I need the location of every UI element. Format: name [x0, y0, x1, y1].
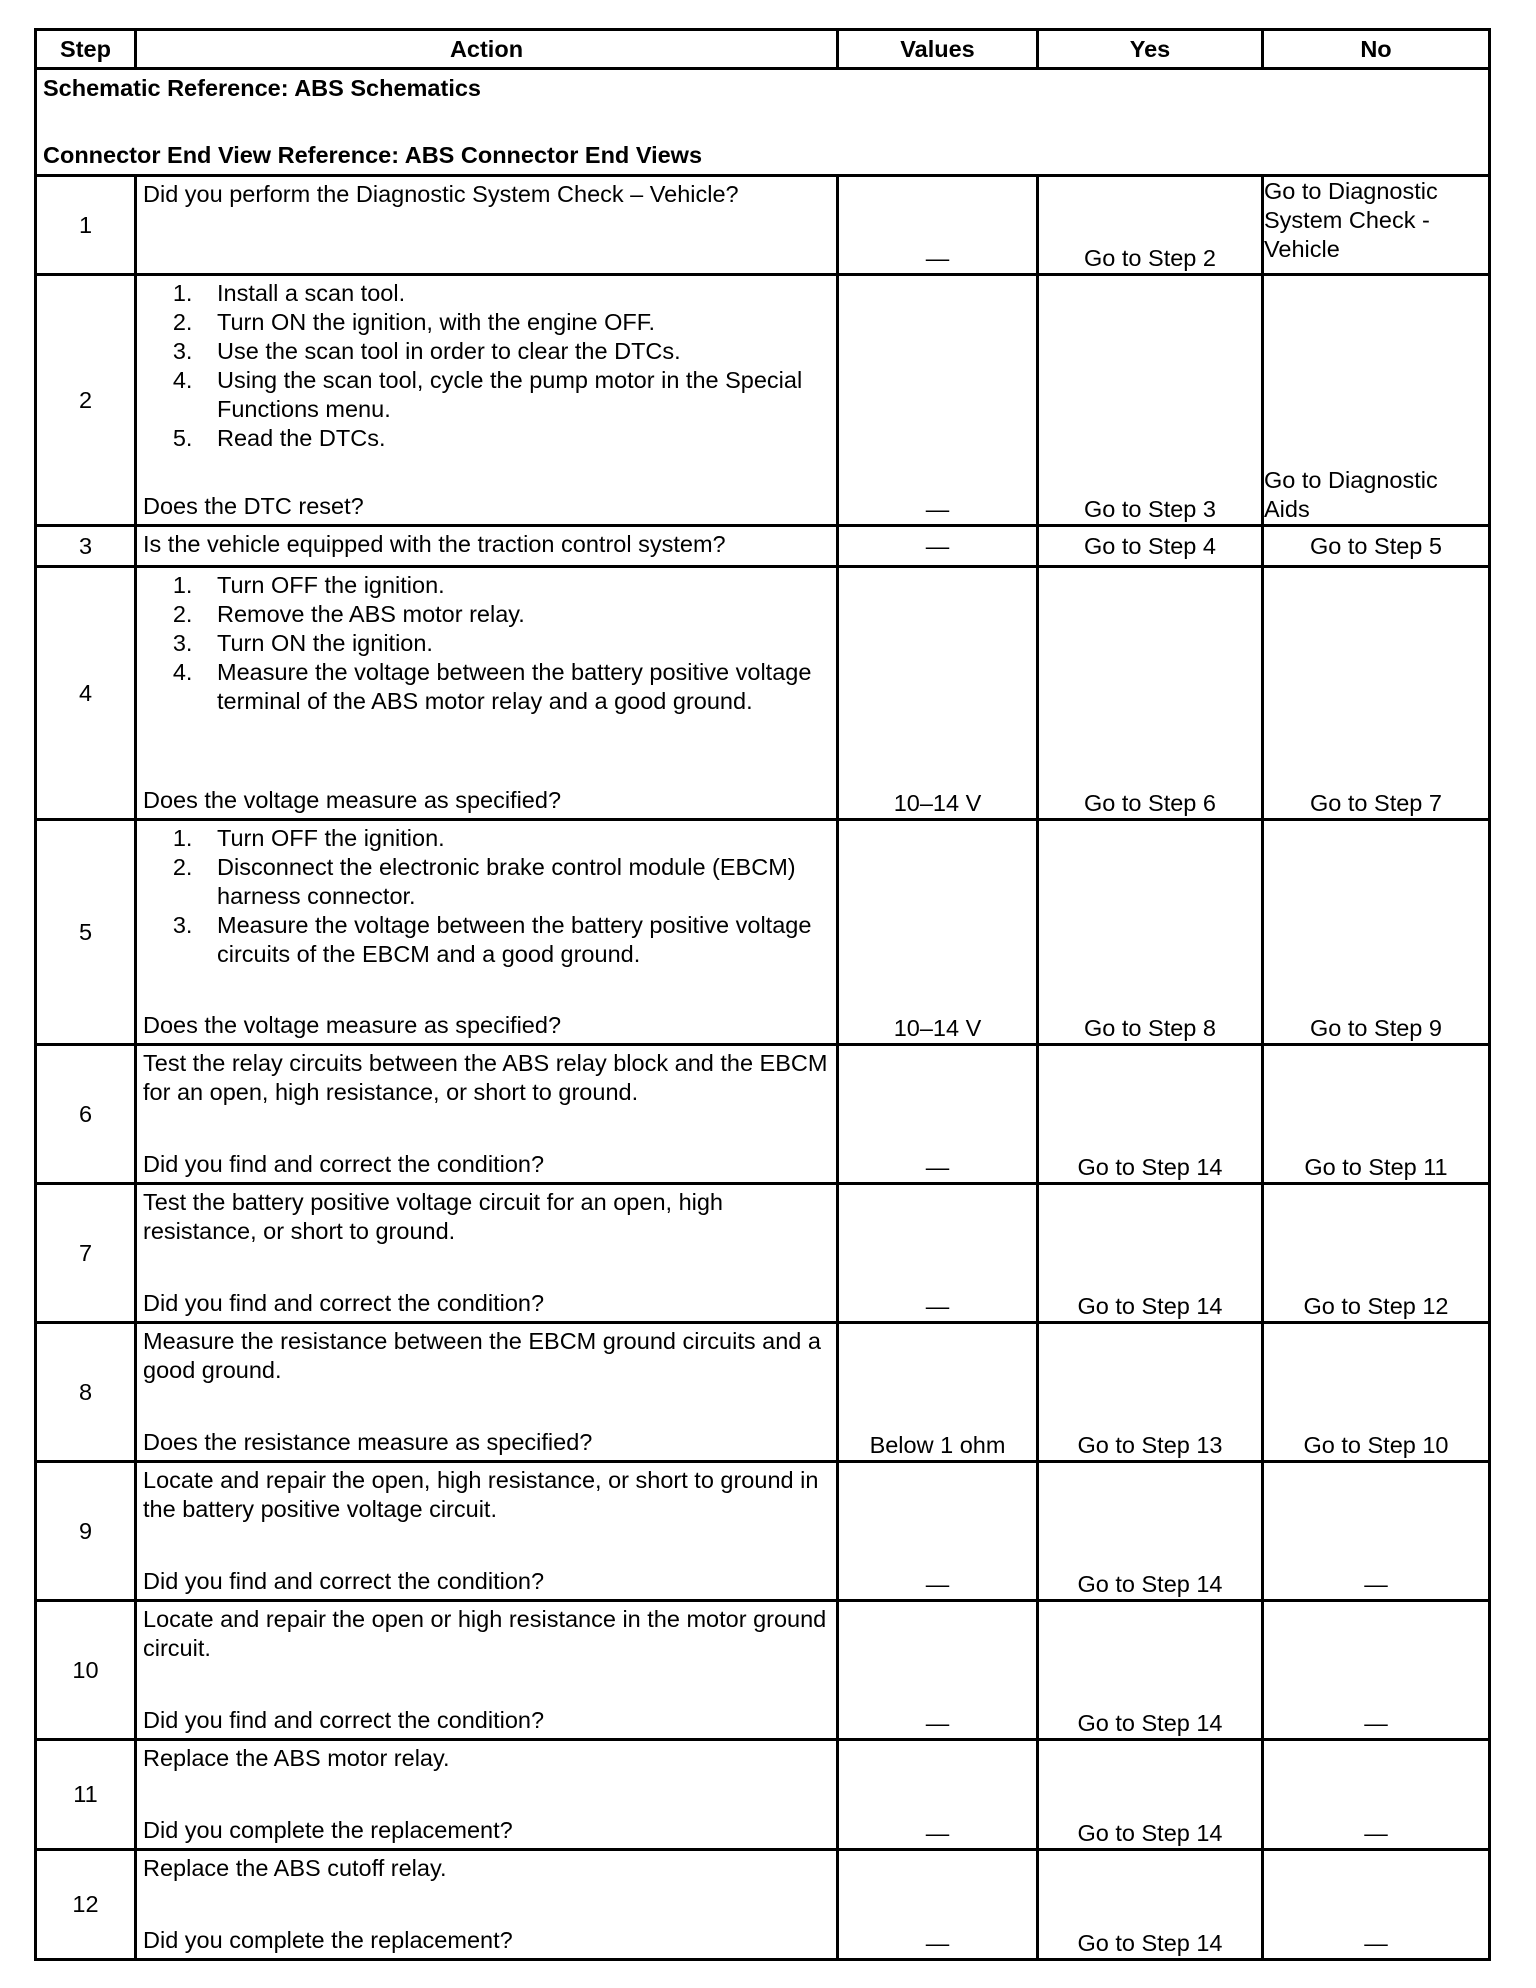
yes-cell: Go to Step 3 — [1038, 275, 1263, 526]
table-row — [36, 1462, 1490, 1601]
values-cell: — — [838, 1184, 1038, 1323]
step-number: 10 — [36, 1601, 136, 1740]
action-text: Locate and repair the open or high resistance in the motor ground circuit. — [143, 1606, 827, 1661]
action-cell — [136, 1184, 838, 1323]
action-question: Does the voltage measure as specified? — [143, 787, 562, 813]
action-question: Does the DTC reset? — [143, 493, 364, 519]
no-cell: Go to Step 5 — [1263, 526, 1490, 567]
table-row — [36, 1323, 1490, 1462]
reference-row — [36, 69, 1490, 176]
step-number: 8 — [36, 1323, 136, 1462]
no-cell: Go to Step 10 — [1263, 1323, 1490, 1462]
list-item: 1. Turn OFF the ignition. — [199, 824, 830, 853]
values-cell: — — [838, 176, 1038, 275]
step-number: 7 — [36, 1184, 136, 1323]
list-item: 4. Using the scan tool, cycle the pump motor in the Special Functions menu. — [199, 366, 830, 424]
yes-cell: Go to Step 14 — [1038, 1184, 1263, 1323]
action-text: Test the relay circuits between the ABS relay block and the EBCM for an open, high resistance, or short to ground. — [143, 1050, 828, 1105]
action-cell — [136, 1462, 838, 1601]
action-cell — [136, 1740, 838, 1850]
action-cell — [136, 1850, 838, 1960]
action-steps-list — [143, 571, 830, 716]
list-item: 3. Measure the voltage between the battery positive voltage circuits of the EBCM and a good ground. — [199, 911, 830, 969]
step-number: 3 — [36, 526, 136, 567]
reference-cell — [36, 69, 1490, 176]
no-cell: Go to Step 7 — [1263, 567, 1490, 820]
list-item: 3. Use the scan tool in order to clear the DTCs. — [199, 337, 830, 366]
values-cell: — — [838, 1045, 1038, 1184]
list-item: 3. Turn ON the ignition. — [199, 629, 830, 658]
values-cell: — — [838, 526, 1038, 567]
table-row — [36, 567, 1490, 820]
action-question: Did you complete the replacement? — [143, 1927, 513, 1953]
yes-cell: Go to Step 4 — [1038, 526, 1263, 567]
action-text: Replace the ABS motor relay. — [143, 1745, 450, 1771]
table-row — [36, 526, 1490, 567]
action-cell — [136, 567, 838, 820]
step-number: 2 — [36, 275, 136, 526]
step-number: 11 — [36, 1740, 136, 1850]
action-cell — [136, 275, 838, 526]
header-values: Values — [838, 30, 1038, 69]
no-cell: — — [1263, 1850, 1490, 1960]
header-no: No — [1263, 30, 1490, 69]
action-text: Measure the resistance between the EBCM ground circuits and a good ground. — [143, 1328, 821, 1383]
list-item: 4. Measure the voltage between the battery positive voltage terminal of the ABS motor relay and a good ground. — [199, 658, 830, 716]
action-question: Does the resistance measure as specified? — [143, 1429, 593, 1455]
no-cell: Go to Step 9 — [1263, 820, 1490, 1045]
yes-cell: Go to Step 8 — [1038, 820, 1263, 1045]
list-item: 2. Disconnect the electronic brake control module (EBCM) harness connector. — [199, 853, 830, 911]
table-row — [36, 820, 1490, 1045]
header-row — [36, 30, 1490, 69]
table-row — [36, 1850, 1490, 1960]
list-item: 2. Remove the ABS motor relay. — [199, 600, 830, 629]
yes-cell: Go to Step 14 — [1038, 1601, 1263, 1740]
diagnostic-table — [34, 28, 1491, 1961]
schematic-reference: Schematic Reference: ABS Schematics — [43, 75, 481, 101]
table-row — [36, 1601, 1490, 1740]
table-row — [36, 1184, 1490, 1323]
header-yes: Yes — [1038, 30, 1263, 69]
step-number: 6 — [36, 1045, 136, 1184]
yes-cell: Go to Step 2 — [1038, 176, 1263, 275]
action-question: Did you find and correct the condition? — [143, 1568, 545, 1594]
action-text: Did you perform the Diagnostic System Check – Vehicle? — [143, 181, 739, 207]
action-cell — [136, 1601, 838, 1740]
action-steps-list — [143, 279, 830, 453]
action-cell — [136, 1323, 838, 1462]
yes-cell: Go to Step 14 — [1038, 1462, 1263, 1601]
action-question: Did you find and correct the condition? — [143, 1151, 545, 1177]
action-text: Locate and repair the open, high resistance, or short to ground in the battery positive voltage circuit. — [143, 1467, 819, 1522]
no-cell: Go to Diagnostic Aids — [1263, 275, 1490, 526]
action-question: Does the voltage measure as specified? — [143, 1012, 562, 1038]
values-cell: Below 1 ohm — [838, 1323, 1038, 1462]
action-question: Did you find and correct the condition? — [143, 1290, 545, 1316]
table-row — [36, 176, 1490, 275]
action-cell — [136, 176, 838, 275]
yes-cell: Go to Step 14 — [1038, 1740, 1263, 1850]
values-cell: — — [838, 1601, 1038, 1740]
step-number: 4 — [36, 567, 136, 820]
no-cell: Go to Step 12 — [1263, 1184, 1490, 1323]
yes-cell: Go to Step 14 — [1038, 1850, 1263, 1960]
action-steps-list — [143, 824, 830, 969]
values-cell: — — [838, 1850, 1038, 1960]
action-question: Did you complete the replacement? — [143, 1817, 513, 1843]
values-cell: — — [838, 1740, 1038, 1850]
no-cell: Go to Diagnostic System Check - Vehicle — [1263, 176, 1490, 275]
action-text: Is the vehicle equipped with the traction control system? — [143, 531, 726, 557]
yes-cell: Go to Step 14 — [1038, 1045, 1263, 1184]
values-cell: 10–14 V — [838, 567, 1038, 820]
no-cell: — — [1263, 1740, 1490, 1850]
list-item: 1. Turn OFF the ignition. — [199, 571, 830, 600]
yes-cell: Go to Step 13 — [1038, 1323, 1263, 1462]
action-text: Replace the ABS cutoff relay. — [143, 1855, 447, 1881]
action-cell — [136, 526, 838, 567]
values-cell: — — [838, 275, 1038, 526]
header-step: Step — [36, 30, 136, 69]
no-cell: — — [1263, 1462, 1490, 1601]
yes-cell: Go to Step 6 — [1038, 567, 1263, 820]
action-text: Test the battery positive voltage circuit for an open, high resistance, or short to ground. — [143, 1189, 723, 1244]
list-item: 5. Read the DTCs. — [199, 424, 830, 453]
action-cell — [136, 820, 838, 1045]
action-cell — [136, 1045, 838, 1184]
list-item: 1. Install a scan tool. — [199, 279, 830, 308]
table-row — [36, 1740, 1490, 1850]
step-number: 5 — [36, 820, 136, 1045]
values-cell: 10–14 V — [838, 820, 1038, 1045]
no-cell: — — [1263, 1601, 1490, 1740]
table-row — [36, 1045, 1490, 1184]
list-item: 2. Turn ON the ignition, with the engine OFF. — [199, 308, 830, 337]
step-number: 1 — [36, 176, 136, 275]
step-number: 12 — [36, 1850, 136, 1960]
no-cell: Go to Step 11 — [1263, 1045, 1490, 1184]
connector-reference: Connector End View Reference: ABS Connector End Views — [43, 142, 703, 168]
values-cell: — — [838, 1462, 1038, 1601]
action-question: Did you find and correct the condition? — [143, 1707, 545, 1733]
table-row — [36, 275, 1490, 526]
step-number: 9 — [36, 1462, 136, 1601]
header-action: Action — [136, 30, 838, 69]
